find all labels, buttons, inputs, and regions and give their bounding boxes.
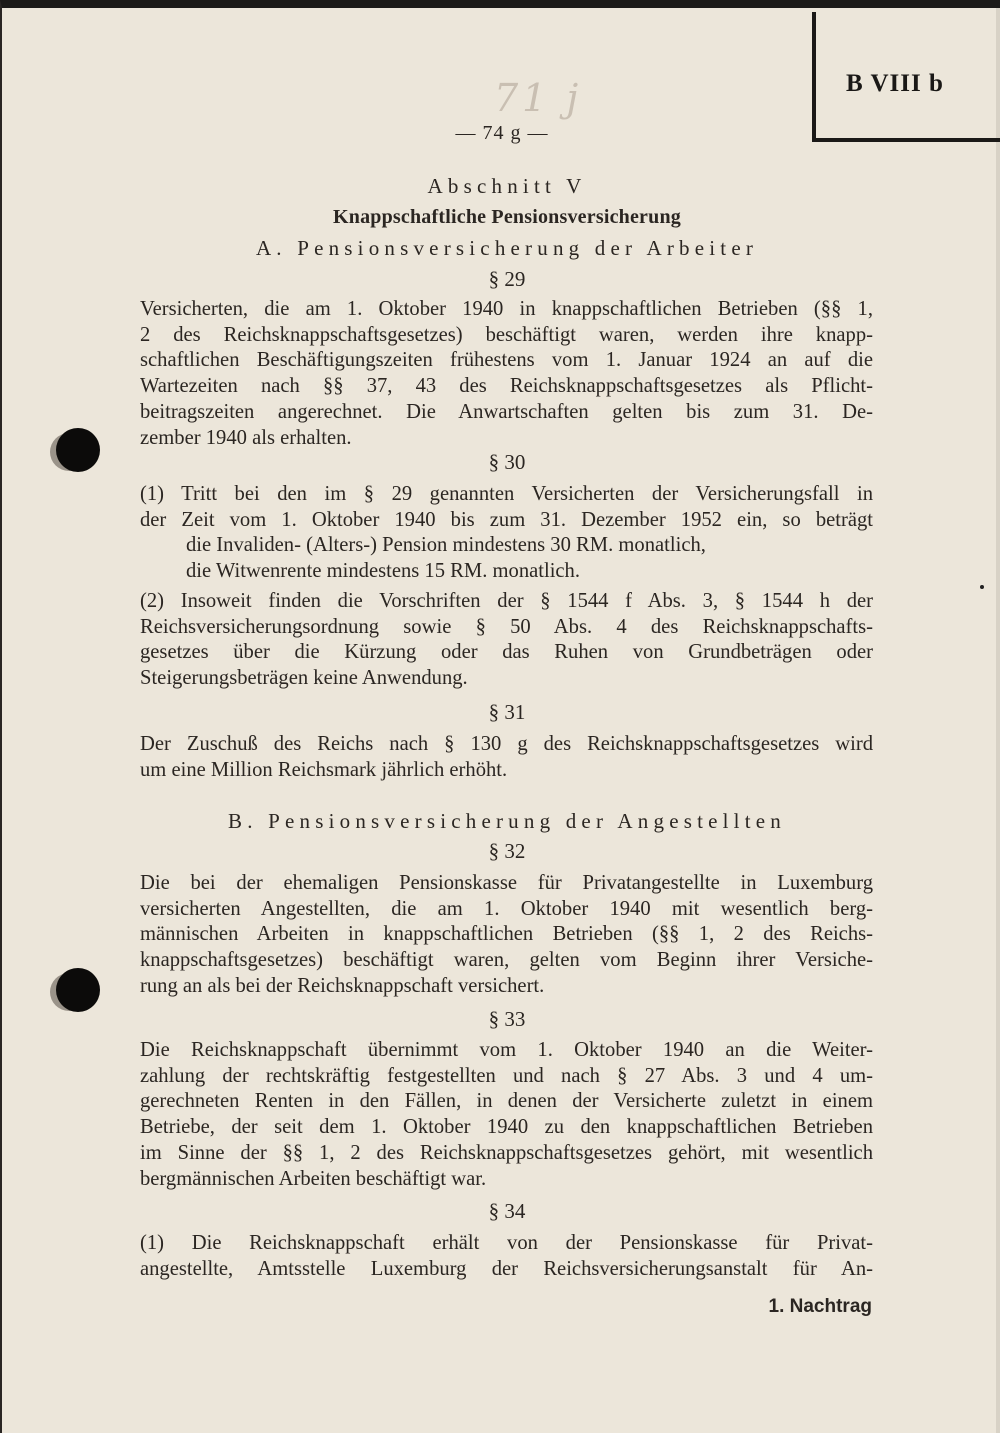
- section-heading: Abschnitt V: [427, 174, 587, 198]
- paragraph-31-text: [140, 732, 873, 783]
- text-line: knappschaftsgesetzes) beschäftigt waren, gelten vom Beginn ihrer Versiche-: [140, 949, 873, 972]
- text-line: der Zeit vom 1. Oktober 1940 bis zum 31. Dezember 1952 ein, so beträgt: [140, 508, 873, 531]
- text-line: zahlung der rechtskräftig festgestellten und nach § 27 Abs. 3 und 4 um-: [140, 1064, 873, 1087]
- text-line: die Witwenrente mindestens 15 RM. monatlich.: [186, 559, 581, 582]
- text-line: gerechneten Renten in den Fällen, in denen der Versicherte zuletzt in einem: [140, 1090, 873, 1113]
- text-line: Wartezeiten nach §§ 37, 43 des Reichsknappschaftsgesetzes als Pflicht-: [140, 375, 873, 398]
- paragraph-sign-32: § 32: [488, 839, 526, 863]
- text-line: Die Reichsknappschaft übernimmt vom 1. Oktober 1940 an die Weiter-: [140, 1039, 873, 1061]
- paragraph-33-text: [140, 1038, 873, 1192]
- text-line: rung an als bei der Reichsknappschaft versichert.: [140, 974, 545, 997]
- text-line: beitragszeiten angerechnet. Die Anwartschaften gelten bis zum 31. De-: [140, 400, 873, 423]
- text-line: um eine Million Reichsmark jährlich erhöht.: [140, 758, 508, 781]
- section-title: Knappschaftliche Pensionsversicherung: [333, 206, 681, 228]
- text-line: versicherten Angestellten, die am 1. Oktober 1940 mit wesentlich berg-: [140, 897, 873, 920]
- paragraph-sign-33: § 33: [488, 1007, 526, 1031]
- text-line: Reichsversicherungsordnung sowie § 50 Abs. 4 des Reichsknappschafts-: [140, 615, 873, 638]
- paragraph-34-text: [140, 1231, 873, 1282]
- text-line: Der Zuschuß des Reichs nach § 130 g des Reichsknappschaftsgesetzes wird: [140, 733, 873, 755]
- paragraph-30-1-text: [140, 482, 873, 533]
- paragraph-sign-34: § 34: [488, 1199, 526, 1223]
- text-line: gesetzes über die Kürzung oder das Ruhen von Grundbeträgen oder: [140, 641, 873, 664]
- text-line: schaftlichen Beschäftigungszeiten frühestens vom 1. Januar 1924 an auf die: [140, 349, 873, 372]
- text-line: angestellte, Amtsstelle Luxemburg der Reichsversicherungsanstalt für An-: [140, 1257, 873, 1280]
- text-line: Steigerungsbeträgen keine Anwendung.: [140, 667, 468, 690]
- text-line: Versicherten, die am 1. Oktober 1940 in knappschaftlichen Betrieben (§§ 1,: [140, 298, 873, 320]
- paragraph-sign-31: § 31: [488, 700, 526, 724]
- supplement-label: 1. Nachtrag: [768, 1296, 872, 1317]
- text-line: im Sinne der §§ 1, 2 des Reichsknappschaftsgesetzes gehört, mit wesentlich: [140, 1141, 873, 1164]
- text-line: zember 1940 als erhalten.: [140, 426, 352, 449]
- register-label: B VIII b: [846, 70, 944, 97]
- paragraph-32-text: [140, 871, 873, 1000]
- paragraph-sign-29: § 29: [488, 267, 526, 291]
- part-b-heading: B. Pensionsversicherung der Angestellten: [228, 809, 786, 833]
- part-a-heading: A. Pensionsversicherung der Arbeiter: [255, 236, 759, 260]
- paragraph-30-2-text: [140, 589, 873, 692]
- text-line: männischen Arbeiten in knappschaftlichen Betrieben (§§ 1, 2 des Reichs-: [140, 923, 873, 946]
- paragraph-sign-30: § 30: [488, 450, 526, 474]
- text-line: (1) Tritt bei den im § 29 genannten Versicherten der Versicherungsfall in: [140, 483, 873, 505]
- punch-hole: [56, 968, 100, 1012]
- text-line: 2 des Reichsknappschaftsgesetzes) beschäftigt waren, werden ihre knapp-: [140, 323, 873, 346]
- ink-speck: [980, 585, 984, 589]
- text-line: Betriebe, der seit dem 1. Oktober 1940 zu den knappschaftlichen Betrieben: [140, 1116, 873, 1139]
- text-line: (2) Insoweit finden die Vorschriften der § 1544 f Abs. 3, § 1544 h der: [140, 590, 873, 612]
- handwritten-note: 71 j: [494, 76, 583, 120]
- text-line: bergmännischen Arbeiten beschäftigt war.: [140, 1167, 487, 1190]
- paragraph-30-1-indent: [186, 533, 886, 584]
- text-line: Die bei der ehemaligen Pensionskasse für Privatangestellte in Luxemburg: [140, 872, 873, 894]
- text-line: die Invaliden- (Alters-) Pension mindestens 30 RM. monatlich,: [186, 534, 706, 556]
- page-number: — 74 g —: [455, 122, 549, 144]
- text-line: (1) Die Reichsknappschaft erhält von der Pensionskasse für Privat-: [140, 1232, 873, 1254]
- paragraph-29-text: [140, 297, 873, 451]
